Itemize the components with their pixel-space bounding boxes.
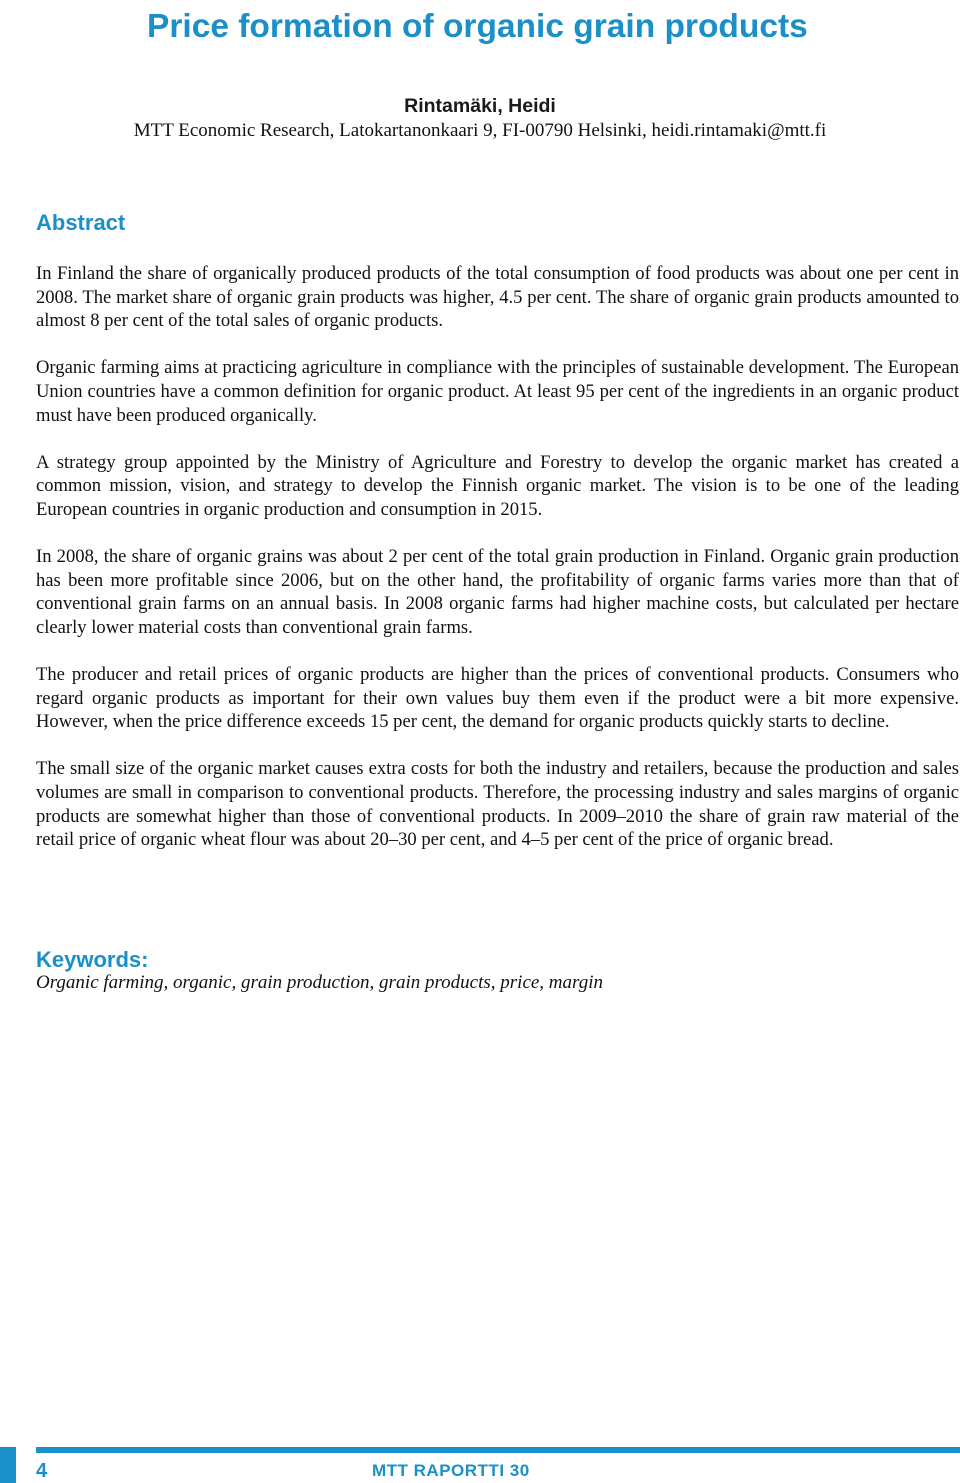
abstract-paragraph: In Finland the share of organically produced products of the total consumption of food products was about one per cent in 2008. The market share of organic grain products was higher, 4.5 per cent. The share of organic grain products amounted to almost 8 per cent of the total sales of organic products. (36, 263, 959, 332)
report-series-name: MTT RAPORTTI 30 (372, 1461, 530, 1480)
abstract-paragraph: The small size of the organic market causes extra costs for both the industry and retailers, because the production and sales volumes are small in comparison to conventional products. Therefore, the processing industry and sales margins of organic products are somewhat higher than those of conventional products. In 2009–2010 the share of grain raw material of the retail price of organic wheat flour was about 20–30 per cent, and 4–5 per cent of the price of organic bread. (36, 758, 959, 851)
abstract-paragraph: A strategy group appointed by the Ministry of Agriculture and Forestry to develop the organic market has created a common mission, vision, and strategy to develop the Finnish organic market. The vision is to be one of the leading European countries in organic production and consumption in 2015. (36, 451, 959, 520)
page-title: Price formation of organic grain products (147, 8, 808, 45)
footer-marker (0, 1447, 16, 1483)
keywords-heading: Keywords: (36, 947, 149, 972)
page-number: 4 (36, 1460, 48, 1482)
author-name: Rintamäki, Heidi (404, 95, 556, 117)
abstract-paragraph: In 2008, the share of organic grains was about 2 per cent of the total grain production in Finland. Organic grain production has been more profitable since 2006, but on the other hand, the profitability of organic farms varies more than that of conventional grain farms on an annual basis. In 2008 organic farms had higher machine costs, but calculated per hectare clearly lower material costs than conventional grain farms. (36, 546, 959, 638)
keywords-list: Organic farming, organic, grain production, grain products, price, margin (36, 972, 603, 993)
abstract-paragraph: The producer and retail prices of organic products are higher than the prices of conventional products. Consumers who regard organic products as important for their own values buy them even if the product were a bit more expensive. However, when the price difference exceeds 15 per cent, the demand for organic products quickly starts to decline. (36, 664, 959, 733)
abstract-body (36, 262, 959, 875)
author-affiliation: MTT Economic Research, Latokartanonkaari 9, FI-00790 Helsinki, heidi.rintamaki@mtt.fi (133, 120, 827, 141)
author-block (0, 93, 960, 143)
abstract-paragraph: Organic farming aims at practicing agriculture in compliance with the principles of sustainable development. The European Union countries have a common definition for organic product. At least 95 per cent of the ingredients in an organic product must have been produced organically. (36, 357, 959, 426)
abstract-heading: Abstract (36, 210, 126, 235)
footer-rule (36, 1447, 960, 1453)
